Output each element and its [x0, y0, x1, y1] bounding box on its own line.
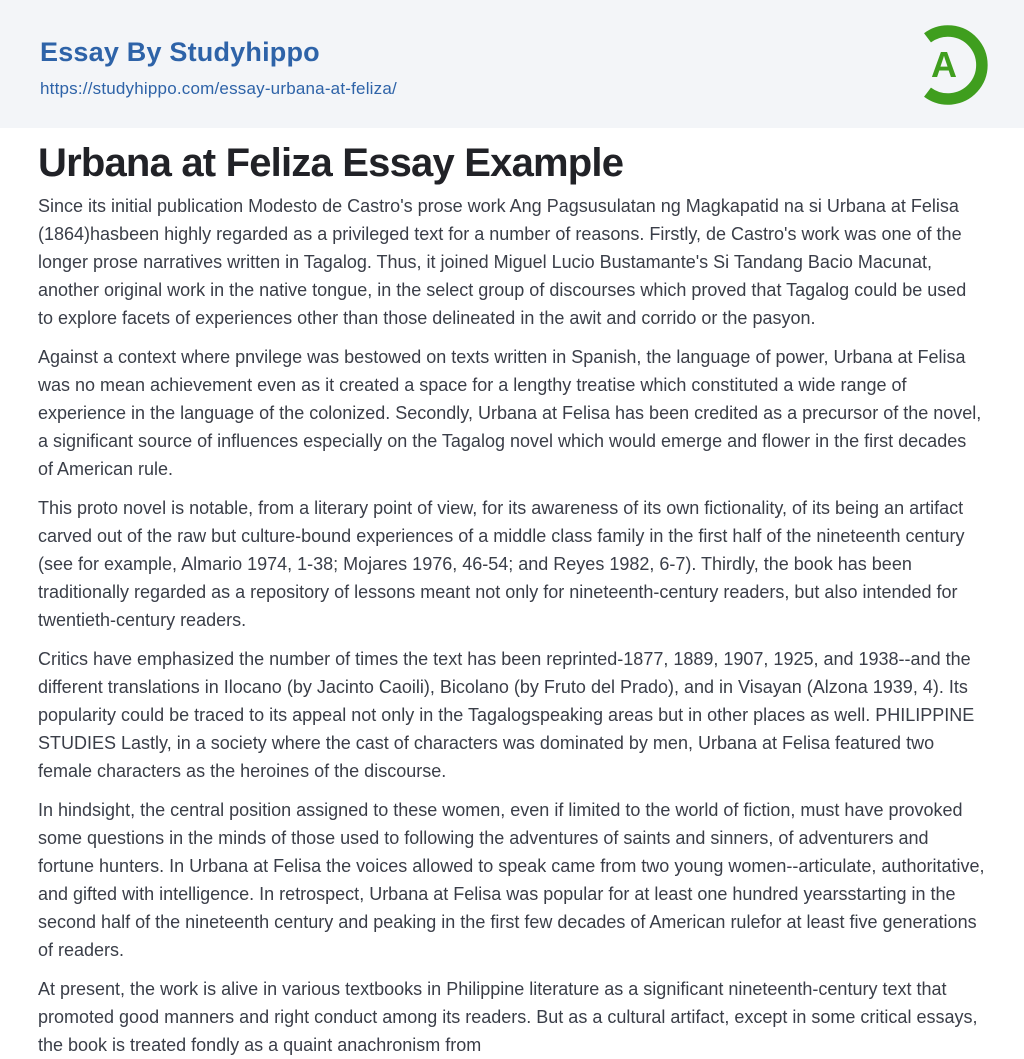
essay-paragraph: Critics have emphasized the number of times the text has been reprinted-1877, 1889, 1907, 1925, and 1938--and the different translations in Ilocano (by Jacinto Caoili), Bicolano (by Fruto del Prado), and in Visayan (Alzona 1939, 4). Its popularity could be traced to its appeal not only in the Tagalogspeaking areas but in other places as well. PHILIPPINE STUDIES Lastly, in a society where the cast of characters was dominated by men, Urbana at Felisa featured two female characters as the heroines of the discourse.: [38, 649, 975, 781]
essay-paragraph: Since its initial publication Modesto de Castro's prose work Ang Pagsusulatan ng Magkapatid na si Urbana at Felisa (1864)hasbeen highly regarded as a privileged text for a number of reasons. Firstly, de Castro's work was one of the longer prose narratives written in Tagalog. Thus, it joined Miguel Lucio Bustamante's Si Tandang Bacio Macunat, another original work in the native tongue, in the select group of discourses which proved that Tagalog could be used to explore facets of experiences other than those delineated in the awit and corrido or the pasyon.: [38, 196, 967, 328]
essay-content: [0, 140, 1024, 1059]
logo-letter: A: [931, 44, 957, 85]
essay-paragraph: Against a context where pnvilege was bestowed on texts written in Spanish, the language of power, Urbana at Felisa was no mean achievement even as it created a space for a lengthy treatise which constituted a wide range of experience in the language of the colonized. Secondly, Urbana at Felisa has been credited as a precursor of the novel, a significant source of influences especially on the Tagalog novel which would emerge and flower in the first decades of American rule.: [38, 347, 982, 479]
page-header: [0, 0, 1024, 128]
essay-paragraph: At present, the work is alive in various textbooks in Philippine literature as a significant nineteenth-century text that promoted good manners and right conduct among its readers. But as a cultural artifact, except in some critical essays, the book is treated fondly as a quaint anachronism from: [38, 979, 978, 1055]
essay-paragraph: This proto novel is notable, from a literary point of view, for its awareness of its own fictionality, of its being an artifact carved out of the raw but culture-bound experiences of a middle class family in the first half of the nineteenth century (see for example, Almario 1974, 1-38; Mojares 1976, 46-54; and Reyes 1982, 6-7). Thirdly, the book has been traditionally regarded as a repository of lessons meant not only for nineteenth-century readers, but also intended for twentieth-century readers.: [38, 498, 965, 630]
essay-title: Urbana at Feliza Essay Example: [38, 141, 624, 185]
page-url-link[interactable]: https://studyhippo.com/essay-urbana-at-feliza/: [40, 79, 397, 98]
site-title: Essay By Studyhippo: [40, 37, 320, 67]
essay-paragraph: In hindsight, the central position assigned to these women, even if limited to the world of fiction, must have provoked some questions in the minds of those used to following the adventures of saints and sinners, of adventurers and fortune hunters. In Urbana at Felisa the voices allowed to speak came from two young women--articulate, authoritative, and gifted with intelligence. In retrospect, Urbana at Felisa was popular for at least one hundred yearsstarting in the second half of the nineteenth century and peaking in the first few decades of American rulefor at least five generations of readers.: [38, 800, 985, 960]
studyhippo-logo[interactable]: [908, 25, 988, 105]
